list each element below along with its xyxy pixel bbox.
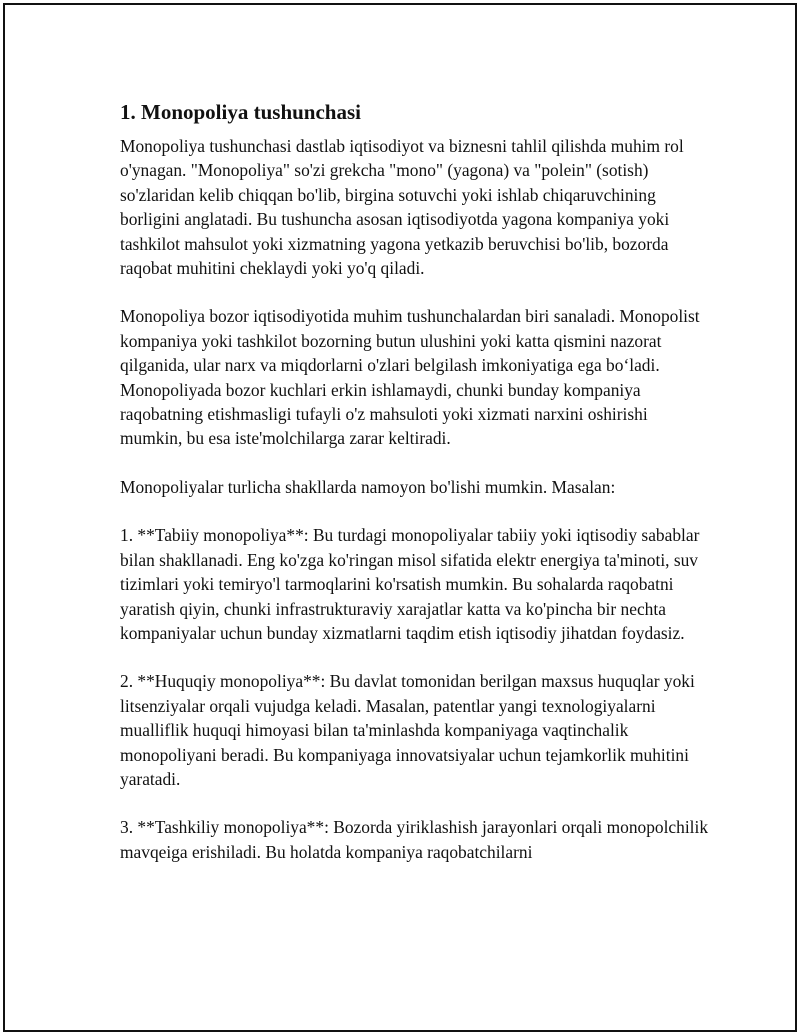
paragraph-market-economy: Monopoliya bozor iqtisodiyotida muhim tushunchalardan biri sanaladi. Monopolist kompaniya yoki tashkilot bozorning butun ulushini yoki katta qismini nazorat qilganida, ular narx va miqdorlarni o'zlari belgilash imkoniyatiga ega bo‘ladi. Monopoliyada bozor kuchlari erkin ishlamaydi, chunki bunday kompaniya raqobatning etishmasligi tufayli o'z mahsuloti yoki xizmati narxini oshirishi mumkin, bu esa iste'molchilarga zarar keltiradi. — [120, 306, 700, 449]
section-heading: 1. Monopoliya tushunchasi — [120, 100, 361, 124]
document-body — [120, 98, 710, 888]
paragraph-forms-intro: Monopoliyalar turlicha shakllarda namoyon bo'lishi mumkin. Masalan: — [120, 476, 616, 497]
paragraph-natural-monopoly: 1. **Tabiiy monopoliya**: Bu turdagi monopoliyalar tabiiy yoki iqtisodiy sabablar bilan shakllanadi. Eng ko'zga ko'ringan misol sifatida elektr energiya ta'minoti, suv tizimlari yoki temiryo'l tarmoqlarini ko'rsatish mumkin. Bu sohalarda raqobatni yaratish qiyin, chunki infrastrukturaviy xarajatlar katta va ko'pincha bir nechta kompaniyalar uchun bunday xizmatlarni taqdim etish iqtisodiy jihatdan foydasiz. — [120, 525, 700, 643]
paragraph-legal-monopoly: 2. **Huquqiy monopoliya**: Bu davlat tomonidan berilgan maxsus huquqlar yoki litsenziyalar orqali vujudga keladi. Masalan, patentlar yangi texnologiyalarni mualliflik huquqi himoyasi bilan ta'minlashda kompaniyaga vaqtinchalik monopoliyani beradi. Bu kompaniyaga innovatsiyalar uchun tejamkorlik muhitini yaratadi. — [120, 671, 695, 789]
document-page — [3, 3, 797, 1032]
paragraph-intro: Monopoliya tushunchasi dastlab iqtisodiyot va biznesni tahlil qilishda muhim rol o'ynagan. "Monopoliya" so'zi grekcha "mono" (yagona) va "polein" (sotish) so'zlaridan kelib chiqqan bo'lib, birgina sotuvchi yoki ishlab chiqaruvchining borligini anglatadi. Bu tushuncha asosan iqtisodiyotda yagona kompaniya yoki tashkilot mahsulot yoki xizmatning yagona yetkazib beruvchisi bo'lib, bozorda raqobat muhitini cheklaydi yoki yo'q qiladi. — [120, 136, 684, 279]
paragraph-organizational-monopoly: 3. **Tashkiliy monopoliya**: Bozorda yiriklashish jarayonlari orqali monopolchilik mavqeiga erishiladi. Bu holatda kompaniya raqobatchilarni — [120, 817, 709, 862]
